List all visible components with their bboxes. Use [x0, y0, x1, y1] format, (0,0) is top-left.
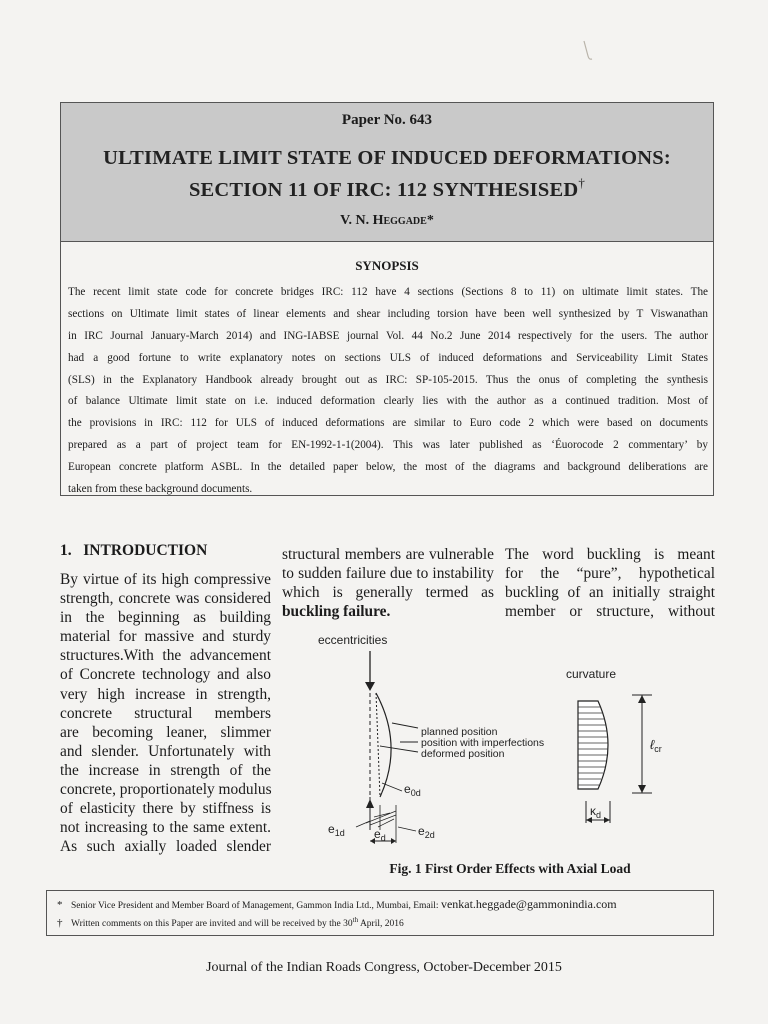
footnote-comments-text: Written comments on this Paper are invited and will be received by the 30: [71, 919, 353, 929]
curvature-diagram: [578, 701, 608, 789]
legend-imperfection-position: position with imperfections: [421, 737, 545, 749]
leader-e1d: [356, 821, 370, 827]
body-line: structural members are vulnerable: [282, 546, 494, 563]
body-line: to sudden failure due to instability: [282, 565, 494, 583]
synopsis-line: European concrete platform ASBL. In the detailed paper below, the most of the diagrams and background deliberations are: [68, 461, 708, 474]
kd-arrow-right: [604, 817, 610, 823]
synopsis-line: of balance Ultimate limit state on i.e. induced deformation clearly lies with the author as a continued tradition. Most of: [68, 395, 708, 408]
paper-number: Paper No. 643: [341, 112, 433, 128]
legend-deformed-position: deformed position: [421, 748, 505, 760]
footnote-date-sup: th: [352, 916, 359, 924]
synopsis-line: had a good fortune to write explanatory notes on sections ULS of induced deformations and Serviceability Limit States: [68, 351, 708, 364]
label-eccentricities: eccentricities: [318, 633, 388, 647]
body-line: very high increase in strength,: [60, 685, 271, 703]
body-line: strength, concrete was considered: [60, 590, 271, 608]
synopsis-heading: SYNOPSIS: [355, 258, 419, 273]
leader-planned: [392, 723, 418, 728]
label-e1d: $e_{1d}$: [328, 822, 345, 838]
synopsis-line: (SLS) in the Explanatory Handbook already brought out as IRC: SP-105-2015. Thus the onus of completing the synthesis: [68, 373, 708, 386]
synopsis-body: [68, 282, 708, 501]
lcr-arrow-bottom: [638, 785, 646, 793]
body-line: not increasing to the same extent.: [60, 819, 271, 837]
body-line: structures.With the advancement: [60, 647, 271, 665]
label-e0d: $e_{0d}$: [404, 782, 421, 798]
synopsis-line: the provisions in IRC: 112 for ULS of induced deformations are similar to Euro code 2 which were based on documents: [68, 417, 708, 430]
body-line: are becoming leaner, slimmer: [60, 723, 271, 741]
synopsis-line: prepared as a part of project team for EN-1992-1-1(2004). This was later published as ‘Éuorocode 2 commentary’ by: [68, 439, 708, 452]
label-ed: $e_d$: [374, 827, 386, 843]
body-line: member or structure, without: [505, 603, 715, 621]
body-line: buckling of an initially straight: [505, 584, 715, 602]
footnote-comments-date: April, 2016: [358, 919, 404, 929]
leader-e2d: [398, 827, 416, 831]
body-line: As such axially loaded slender: [60, 838, 271, 856]
synopsis-box: [60, 242, 714, 496]
footnote-star-mark: *: [57, 899, 63, 911]
legend-planned-position: planned position: [421, 726, 498, 738]
author-initials: V. N.: [340, 213, 373, 228]
paper-title-line-1: ULTIMATE LIMIT STATE OF INDUCED DEFORMATIONS:: [103, 147, 671, 169]
body-line: concrete structural members: [60, 704, 271, 722]
footnote-author-text: Senior Vice President and Member Board of Management, Gammon India Ltd., Mumbai, Email:: [71, 901, 441, 911]
reaction-arrow-head: [366, 799, 374, 808]
author-surname: Heggade: [372, 213, 427, 228]
paper-title-line-2: [61, 175, 713, 202]
leader-deformed: [380, 746, 418, 752]
section-heading-introduction: 1. INTRODUCTION: [60, 542, 208, 559]
synopsis-line: taken from these background documents.: [68, 483, 253, 496]
footnote-box: [46, 890, 714, 936]
text-column-2: [282, 545, 494, 621]
journal-footer: Journal of the Indian Roads Congress, October-December 2015: [206, 960, 562, 975]
text-column-1: [60, 570, 271, 856]
scan-pen-mark: [580, 38, 600, 68]
footnote-author: [57, 897, 617, 912]
body-line: which is generally termed as: [282, 584, 494, 602]
body-line: for the “pure”, hypothetical: [505, 565, 715, 583]
body-line: material for massive and sturdy: [60, 628, 271, 646]
footnote-comments: [57, 916, 404, 929]
ed-arrow-right: [391, 838, 396, 844]
body-line: of elasticity there by stiffness is: [60, 800, 271, 818]
lcr-arrow-top: [638, 695, 646, 703]
leader-e0d: [382, 783, 402, 791]
figure-first-order-effects: [300, 625, 720, 857]
body-line: the increase in strength of the: [60, 761, 271, 779]
synopsis-line: in IRC Journal January-March 2014) and ING-IABSE journal Vol. 44 No.2 June 2014 respectively for the users. The author: [68, 329, 708, 342]
author-email: venkat.heggade@gammonindia.com: [440, 897, 617, 911]
body-line: in the beginning as building: [60, 609, 271, 627]
body-line: of Concrete technology and also: [60, 666, 271, 684]
label-e2d: $e_{2d}$: [418, 824, 435, 840]
label-lcr: ℓ$_{cr}$: [650, 737, 662, 754]
body-line: The word buckling is meant: [505, 546, 715, 563]
label-kd: $\kappa_d$: [590, 804, 602, 820]
author-line: [61, 213, 713, 229]
body-line: By virtue of its high compressive: [60, 571, 271, 588]
label-curvature: curvature: [566, 667, 617, 681]
author-star: *: [426, 213, 434, 228]
body-line: concrete, proportionately modulus: [60, 781, 272, 799]
body-line-bold: buckling failure.: [282, 603, 391, 621]
title-block: [60, 102, 714, 242]
body-line: and slender. Unfortunately with: [60, 742, 271, 760]
title-dagger-mark: †: [578, 175, 586, 190]
paper-title-text: SECTION 11 OF IRC: 112 SYNTHESISED: [188, 179, 579, 201]
imperfection-position-line: [376, 693, 380, 797]
footnote-dagger-mark: †: [57, 917, 63, 929]
load-arrow-head: [365, 682, 375, 691]
text-column-3: [505, 545, 715, 621]
synopsis-line: The recent limit state code for concrete bridges IRC: 112 have 4 sections (Sections 8 to 11) on ultimate limit states. The: [68, 286, 708, 298]
synopsis-line: sections on Ultimate limit states of linear elements and shear including torsion have been well synthesized by T Viswanathan: [68, 307, 708, 320]
figure-caption: Fig. 1 First Order Effects with Axial Load: [389, 861, 631, 876]
